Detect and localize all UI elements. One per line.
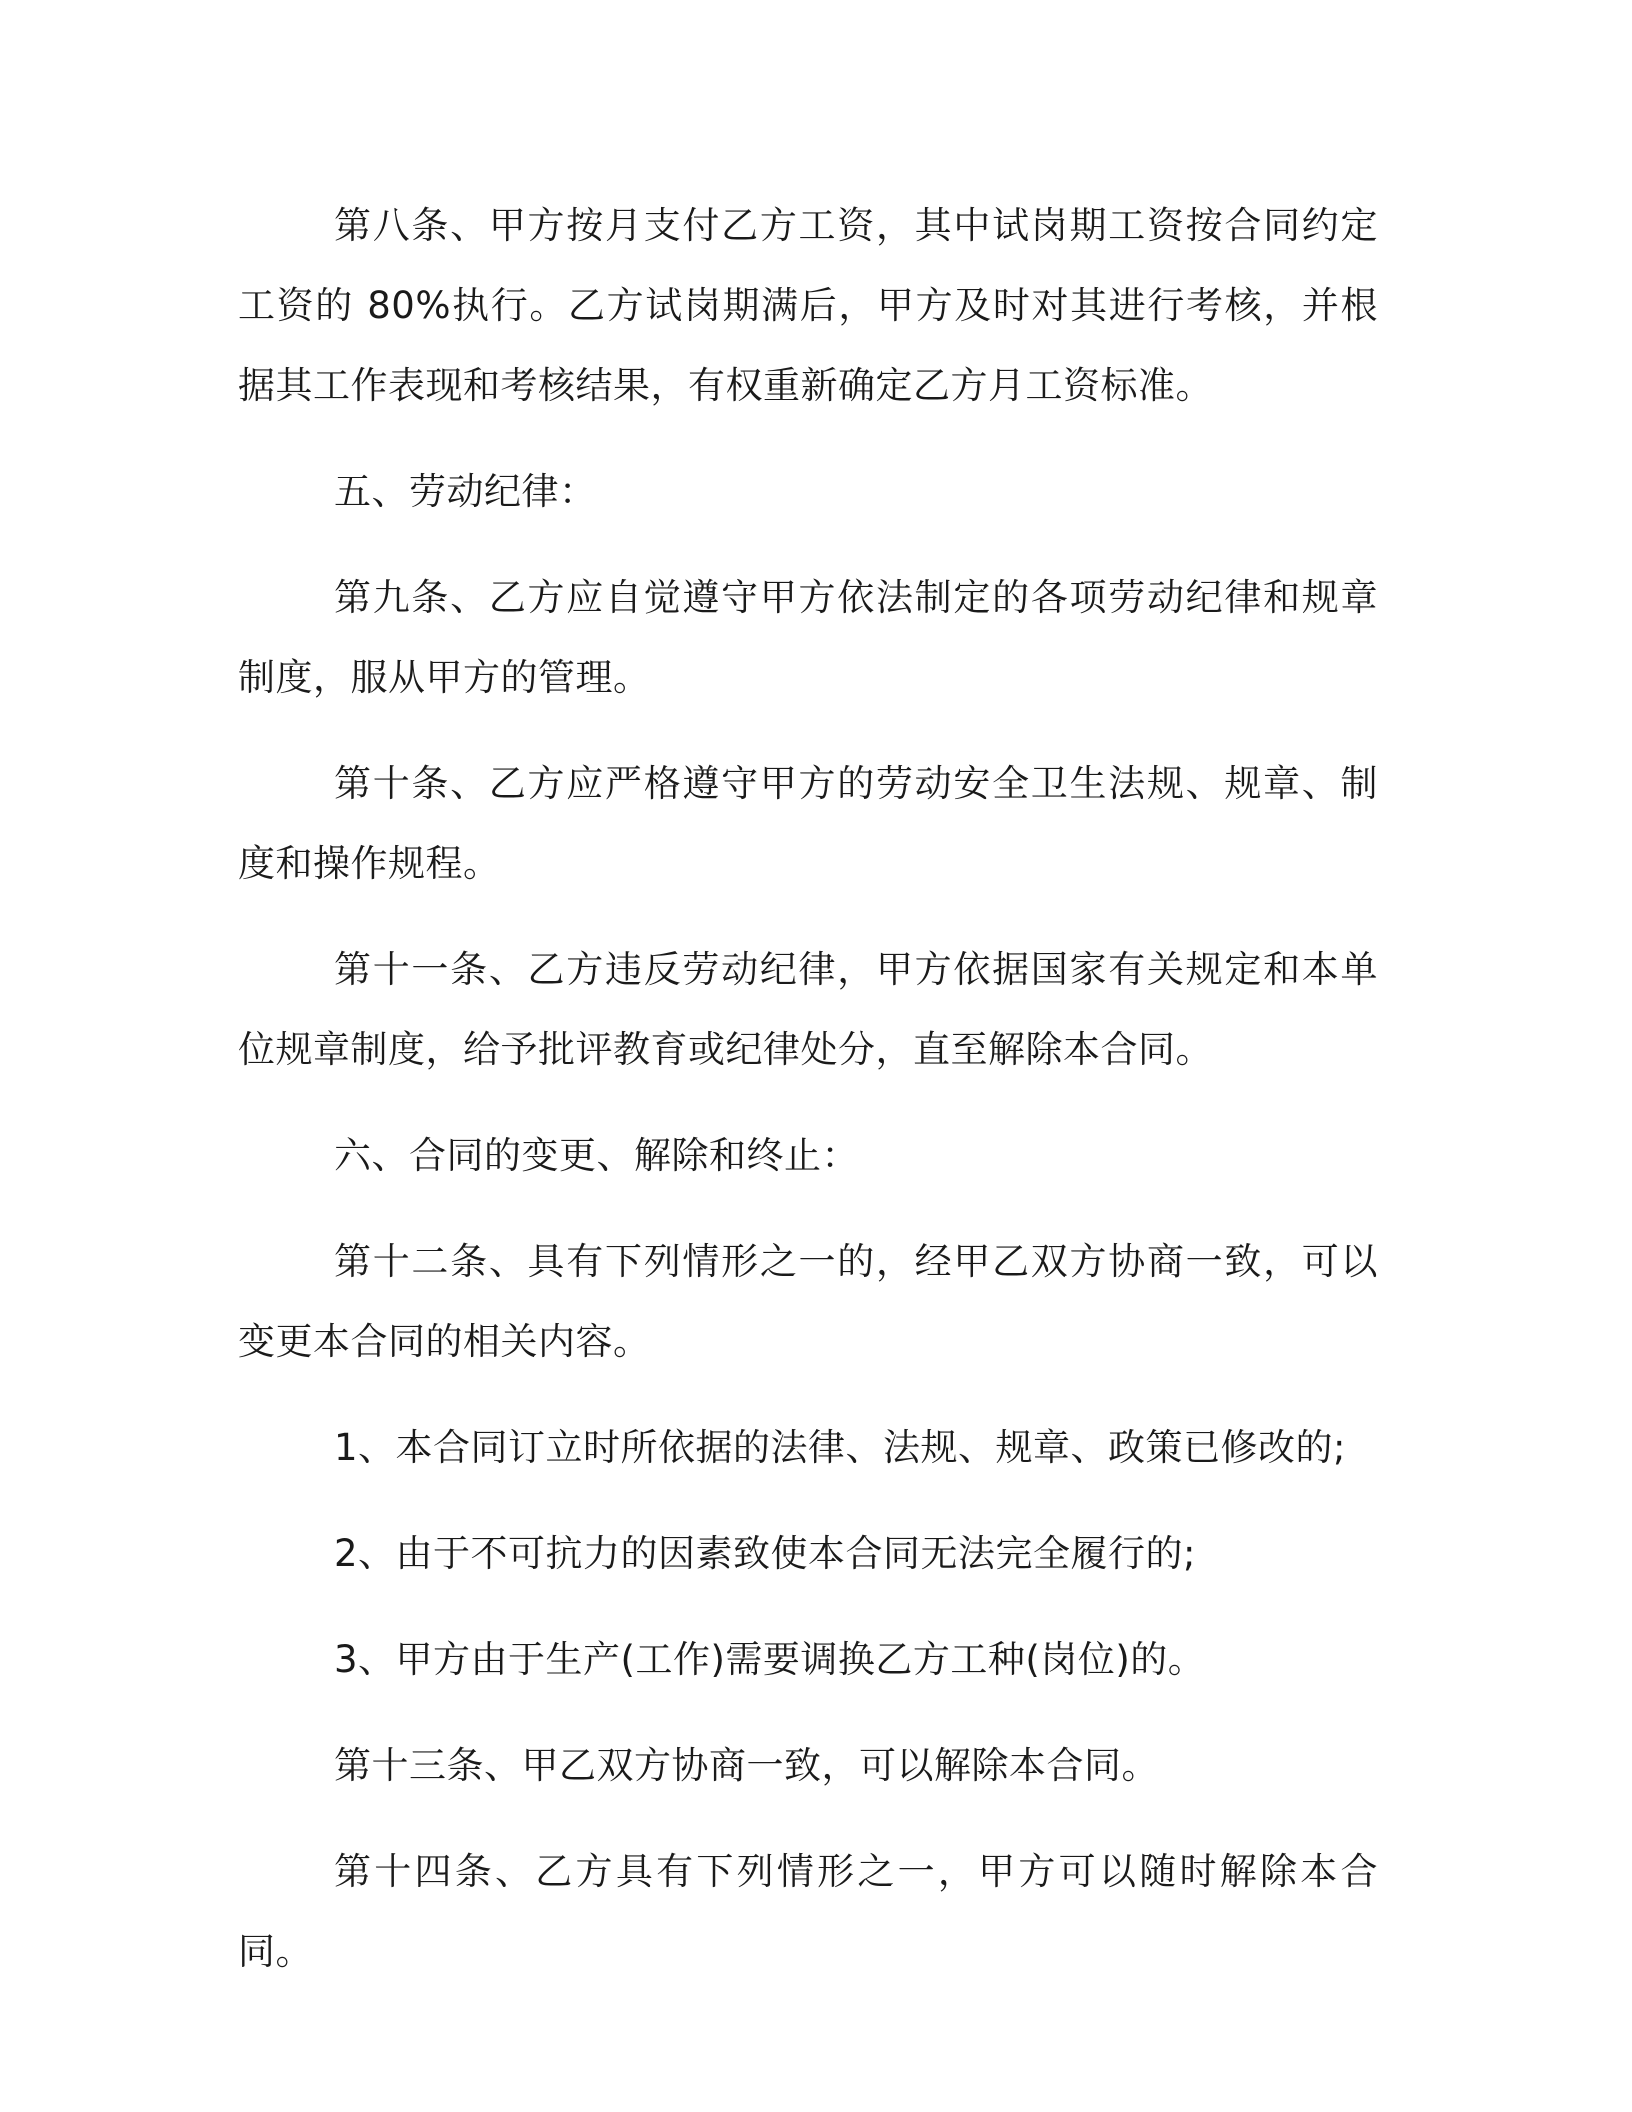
list-item-3: 3、甲方由于生产(工作)需要调换乙方工种(岗位)的。 <box>334 1638 1206 1681</box>
list-item-1: 1、本合同订立时所依据的法律、法规、规章、政策已修改的; <box>334 1426 1347 1469</box>
article-10-paragraph: 第十条、乙方应严格遵守甲方的劳动安全卫生法规、规章、制度和操作规程。 <box>238 762 1378 885</box>
list-item-2: 2、由于不可抗力的因素致使本合同无法完全履行的; <box>334 1532 1197 1575</box>
article-9-paragraph: 第九条、乙方应自觉遵守甲方依法制定的各项劳动纪律和规章制度，服从甲方的管理。 <box>238 576 1378 699</box>
article-14-paragraph: 第十四条、乙方具有下列情形之一，甲方可以随时解除本合同。 <box>238 1850 1378 1973</box>
article-8-paragraph: 第八条、甲方按月支付乙方工资，其中试岗期工资按合同约定工资的 80%执行。乙方试岗期满后，甲方及时对其进行考核，并根据其工作表现和考核结果，有权重新确定乙方月工资标准。 <box>238 204 1378 407</box>
article-12-paragraph: 第十二条、具有下列情形之一的，经甲乙双方协商一致，可以变更本合同的相关内容。 <box>238 1240 1378 1363</box>
article-13-paragraph: 第十三条、甲乙双方协商一致，可以解除本合同。 <box>334 1744 1159 1787</box>
document-body <box>238 186 1378 1992</box>
article-11-paragraph: 第十一条、乙方违反劳动纪律，甲方依据国家有关规定和本单位规章制度，给予批评教育或纪律处分，直至解除本合同。 <box>238 948 1378 1071</box>
section-6-heading: 六、合同的变更、解除和终止： <box>334 1134 859 1177</box>
section-5-heading: 五、劳动纪律： <box>334 470 597 513</box>
